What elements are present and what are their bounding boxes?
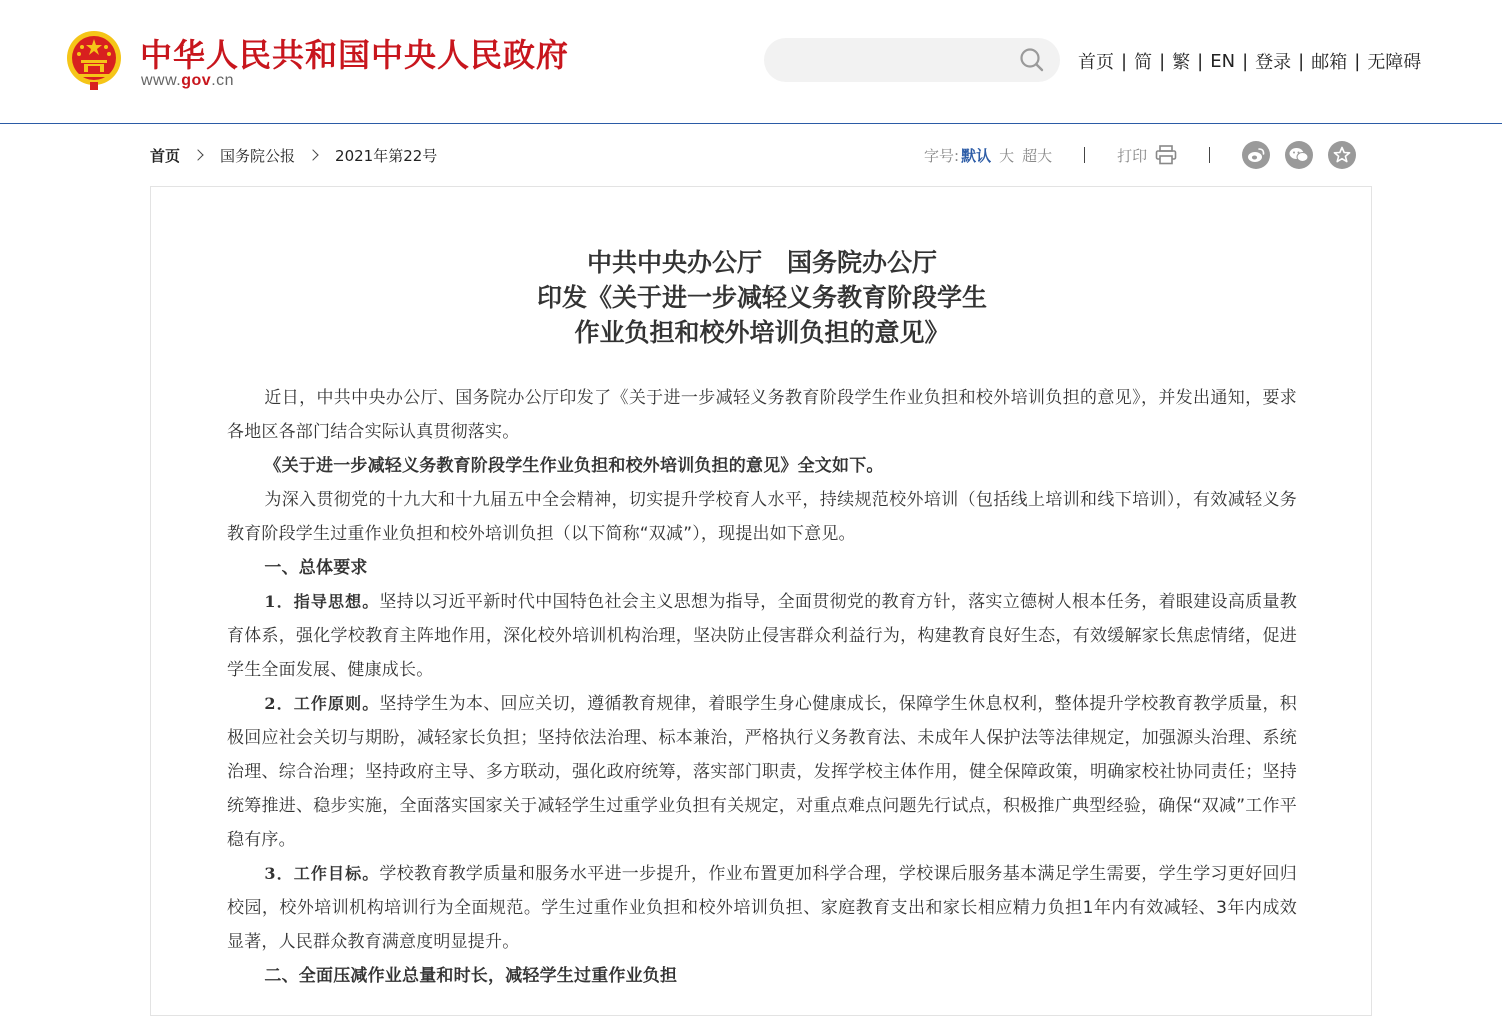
article-title-line-3: 作业负担和校外培训负担的意见》	[574, 318, 950, 347]
site-url-prefix: www.	[141, 72, 182, 89]
chevron-right-icon	[307, 149, 318, 160]
paragraph-lead: 2．工作原则。	[264, 694, 380, 713]
font-size-large[interactable]: 大	[999, 146, 1015, 165]
nav-traditional[interactable]: 繁	[1172, 52, 1191, 73]
paragraph-fulltext-note: 《关于进一步减轻义务教育阶段学生作业负担和校外培训负担的意见》全文如下。	[264, 456, 884, 476]
article-title-line-2: 印发《关于进一步减轻义务教育阶段学生	[536, 283, 987, 312]
paragraph-guiding-ideology	[227, 585, 1297, 687]
wechat-icon[interactable]	[1285, 141, 1313, 169]
paragraph-work-goals	[227, 857, 1297, 959]
site-url-brand: gov	[181, 72, 212, 89]
article-toolbar	[924, 140, 1356, 170]
favorite-icon[interactable]	[1328, 141, 1356, 169]
search-box	[764, 38, 1060, 82]
article-title-line-1: 中共中央办公厅 国务院办公厅	[586, 248, 937, 277]
nav-mailbox[interactable]: 邮箱	[1311, 52, 1348, 73]
breadcrumb	[150, 143, 437, 167]
nav-english[interactable]: EN	[1210, 50, 1236, 72]
chevron-right-icon	[192, 149, 203, 160]
weibo-icon[interactable]	[1242, 141, 1270, 169]
breadcrumb-gazette[interactable]: 国务院公报	[220, 146, 296, 165]
print-button[interactable]	[1117, 145, 1177, 166]
paragraph-text: 坚持以习近平新时代中国特色社会主义思想为指导，全面贯彻党的教育方针，落实立德树人根本任务，着眼建设高质量教育体系，强化学校教育主阵地作用，深化校外培训机构治理，坚决防止侵害群众利益行为，构建教育良好生态，有效缓解家长焦虑情绪，促进学生全面发展、健康成长。	[227, 592, 1297, 680]
paragraph-lead: 1．指导思想。	[264, 592, 380, 611]
nav-separator: |	[1121, 50, 1128, 72]
article-title	[151, 245, 1373, 350]
nav-accessibility[interactable]: 无障碍	[1367, 52, 1422, 73]
font-size-default[interactable]: 默认	[961, 146, 992, 165]
search-input[interactable]	[784, 46, 1014, 74]
breadcrumb-issue[interactable]: 2021年第22号	[335, 146, 438, 165]
nav-simplified[interactable]: 简	[1134, 52, 1153, 73]
search-icon[interactable]	[1018, 46, 1046, 74]
nav-separator: |	[1354, 50, 1361, 72]
nav-separator: |	[1242, 50, 1249, 72]
site-title[interactable]: 中华人民共和国中央人民政府	[140, 36, 570, 74]
nav-separator: |	[1197, 50, 1204, 72]
nav-separator: |	[1159, 50, 1166, 72]
paragraph-text: 学校教育教学质量和服务水平进一步提升，作业布置更加科学合理，学校课后服务基本满足学生需要，学生学习更好回归校园，校外培训机构培训行为全面规范。学生过重作业负担和校外培训负担、家庭教育支出和家长相应精力负担1年内有效减轻、3年内成效显著，人民群众教育满意度明显提升。	[227, 864, 1297, 952]
font-size-xlarge[interactable]: 超大	[1022, 146, 1053, 165]
article-panel	[150, 186, 1372, 1016]
printer-icon	[1155, 145, 1177, 165]
paragraph-intro: 近日，中共中央办公厅、国务院办公厅印发了《关于进一步减轻义务教育阶段学生作业负担和校外培训负担的意见》，并发出通知，要求各地区各部门结合实际认真贯彻落实。	[227, 388, 1297, 442]
nav-home[interactable]: 首页	[1078, 52, 1114, 73]
nav-separator: |	[1298, 50, 1305, 72]
top-nav	[1078, 47, 1421, 75]
paragraph-preamble: 为深入贯彻党的十九大和十九届五中全会精神，切实提升学校育人水平，持续规范校外培训（包括线上培训和线下培训），有效减轻义务教育阶段学生过重作业负担和校外培训负担（以下简称“双减”），现提出如下意见。	[227, 490, 1297, 544]
national-emblem-icon[interactable]	[64, 30, 124, 92]
article-body	[227, 381, 1297, 993]
toolbar-divider	[1209, 147, 1210, 163]
site-url[interactable]	[141, 72, 234, 90]
print-label: 打印	[1117, 146, 1148, 165]
breadcrumb-home[interactable]: 首页	[150, 146, 181, 165]
paragraph-text: 坚持学生为本、回应关切，遵循教育规律，着眼学生身心健康成长，保障学生休息权利，整体提升学校教育教学质量，积极回应社会关切与期盼，减轻家长负担；坚持依法治理、标本兼治，严格执行义务教育法、未成年人保护法等法律规定，加强源头治理、系统治理、综合治理；坚持政府主导、多方联动，强化政府统筹，落实部门职责，发挥学校主体作用，健全保障政策，明确家校社协同责任；坚持统筹推进、稳步实施，全面落实国家关于减轻学生过重学业负担有关规定，对重点难点问题先行试点，积极推广典型经验，确保“双减”工作平稳有序。	[227, 694, 1297, 850]
paragraph-lead: 3．工作目标。	[264, 864, 380, 883]
section-heading-1: 一、总体要求	[264, 558, 368, 578]
site-url-suffix: .cn	[211, 72, 235, 89]
nav-login[interactable]: 登录	[1255, 52, 1292, 73]
section-heading-2: 二、全面压减作业总量和时长，减轻学生过重作业负担	[264, 966, 678, 986]
toolbar-divider	[1084, 147, 1085, 163]
font-size-label: 字号:	[924, 146, 960, 165]
site-header	[0, 0, 1502, 124]
paragraph-work-principles	[227, 687, 1297, 857]
